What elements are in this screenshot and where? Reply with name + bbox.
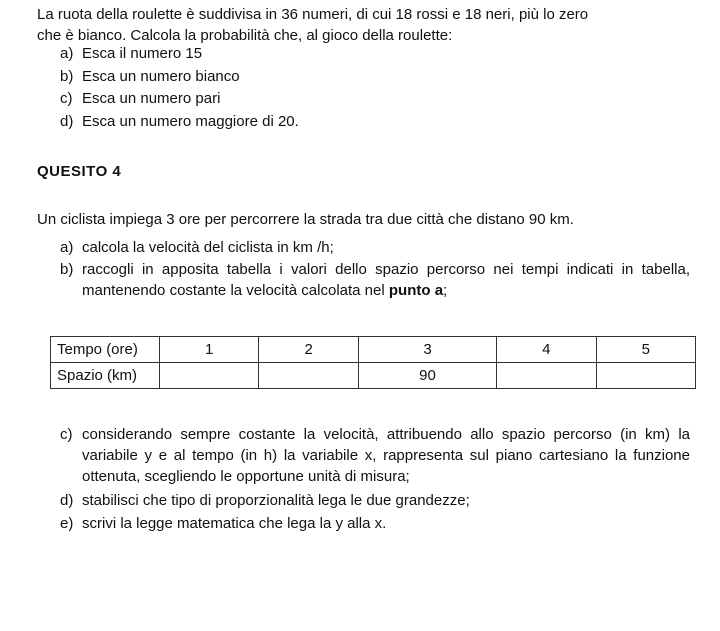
question-item-c — [60, 424, 690, 487]
item-label: c) — [60, 426, 73, 443]
item-label: b) — [60, 261, 74, 278]
item-label: d) — [60, 492, 74, 509]
roulette-item-b — [60, 66, 690, 87]
roulette-intro-line1: La ruota della roulette è suddivisa in 36 numeri, di cui 18 rossi e 18 neri, più lo zero — [37, 6, 589, 23]
roulette-item-a — [60, 43, 690, 64]
problem-statement: Un ciclista impiega 3 ore per percorrere la strada tra due città che distano 90 km. — [37, 211, 574, 228]
item-label: c) — [60, 90, 73, 107]
table-cell: 1 — [160, 337, 259, 363]
item-label: b) — [60, 68, 74, 85]
table-cell: 90 — [358, 363, 496, 389]
table-row — [51, 337, 696, 363]
roulette-item-c — [60, 88, 690, 109]
table-cell: 2 — [259, 337, 358, 363]
item-text: stabilisci che tipo di proporzionalità lega le due grandezze; — [82, 492, 470, 509]
item-text: scrivi la legge matematica che lega la y alla x. — [82, 515, 387, 532]
question-item-a — [60, 237, 690, 258]
item-text: calcola la velocità del ciclista in km /h; — [82, 239, 334, 256]
table-cell: 5 — [596, 337, 695, 363]
item-text-part: raccogli in apposita tabella i valori dello spazio percorso nei tempi indicati in tabella, mantenendo costante la velocità calcolata nel — [82, 261, 690, 299]
table-row-header: Spazio (km) — [51, 363, 160, 389]
emphasis-text: punto a — [388, 282, 444, 299]
table-cell: 4 — [497, 337, 596, 363]
table-row — [51, 363, 696, 389]
table-cell — [160, 363, 259, 389]
question-item-e — [60, 513, 690, 534]
item-text — [82, 259, 690, 301]
item-text-part: ; — [443, 282, 448, 299]
item-text: considerando sempre costante la velocità, attribuendo allo spazio percorso (in km) la variabile y e al tempo (in h) la variabile x, rappresenta sul piano cartesiano la funzione ottenuta, scegliendo le opportune unità di misura; — [82, 426, 690, 485]
table-cell: 3 — [358, 337, 496, 363]
item-label: d) — [60, 113, 74, 130]
quesito-heading: QUESITO 4 — [37, 163, 122, 180]
item-text: Esca il numero 15 — [82, 45, 203, 62]
item-label: a) — [60, 239, 74, 256]
speed-table — [50, 336, 696, 389]
question-item-b — [60, 259, 690, 301]
roulette-intro-line2: che è bianco. Calcola la probabilità che, al gioco della roulette: — [37, 27, 453, 44]
item-text: Esca un numero pari — [82, 90, 221, 107]
table-cell — [259, 363, 358, 389]
table-cell — [497, 363, 596, 389]
item-label: e) — [60, 515, 74, 532]
cropped-text-remnant — [40, 0, 140, 3]
table-cell — [596, 363, 695, 389]
item-text: Esca un numero maggiore di 20. — [82, 113, 299, 130]
roulette-item-d — [60, 111, 690, 132]
question-item-d — [60, 490, 690, 511]
item-label: a) — [60, 45, 74, 62]
item-text: Esca un numero bianco — [82, 68, 240, 85]
table-row-header: Tempo (ore) — [51, 337, 160, 363]
